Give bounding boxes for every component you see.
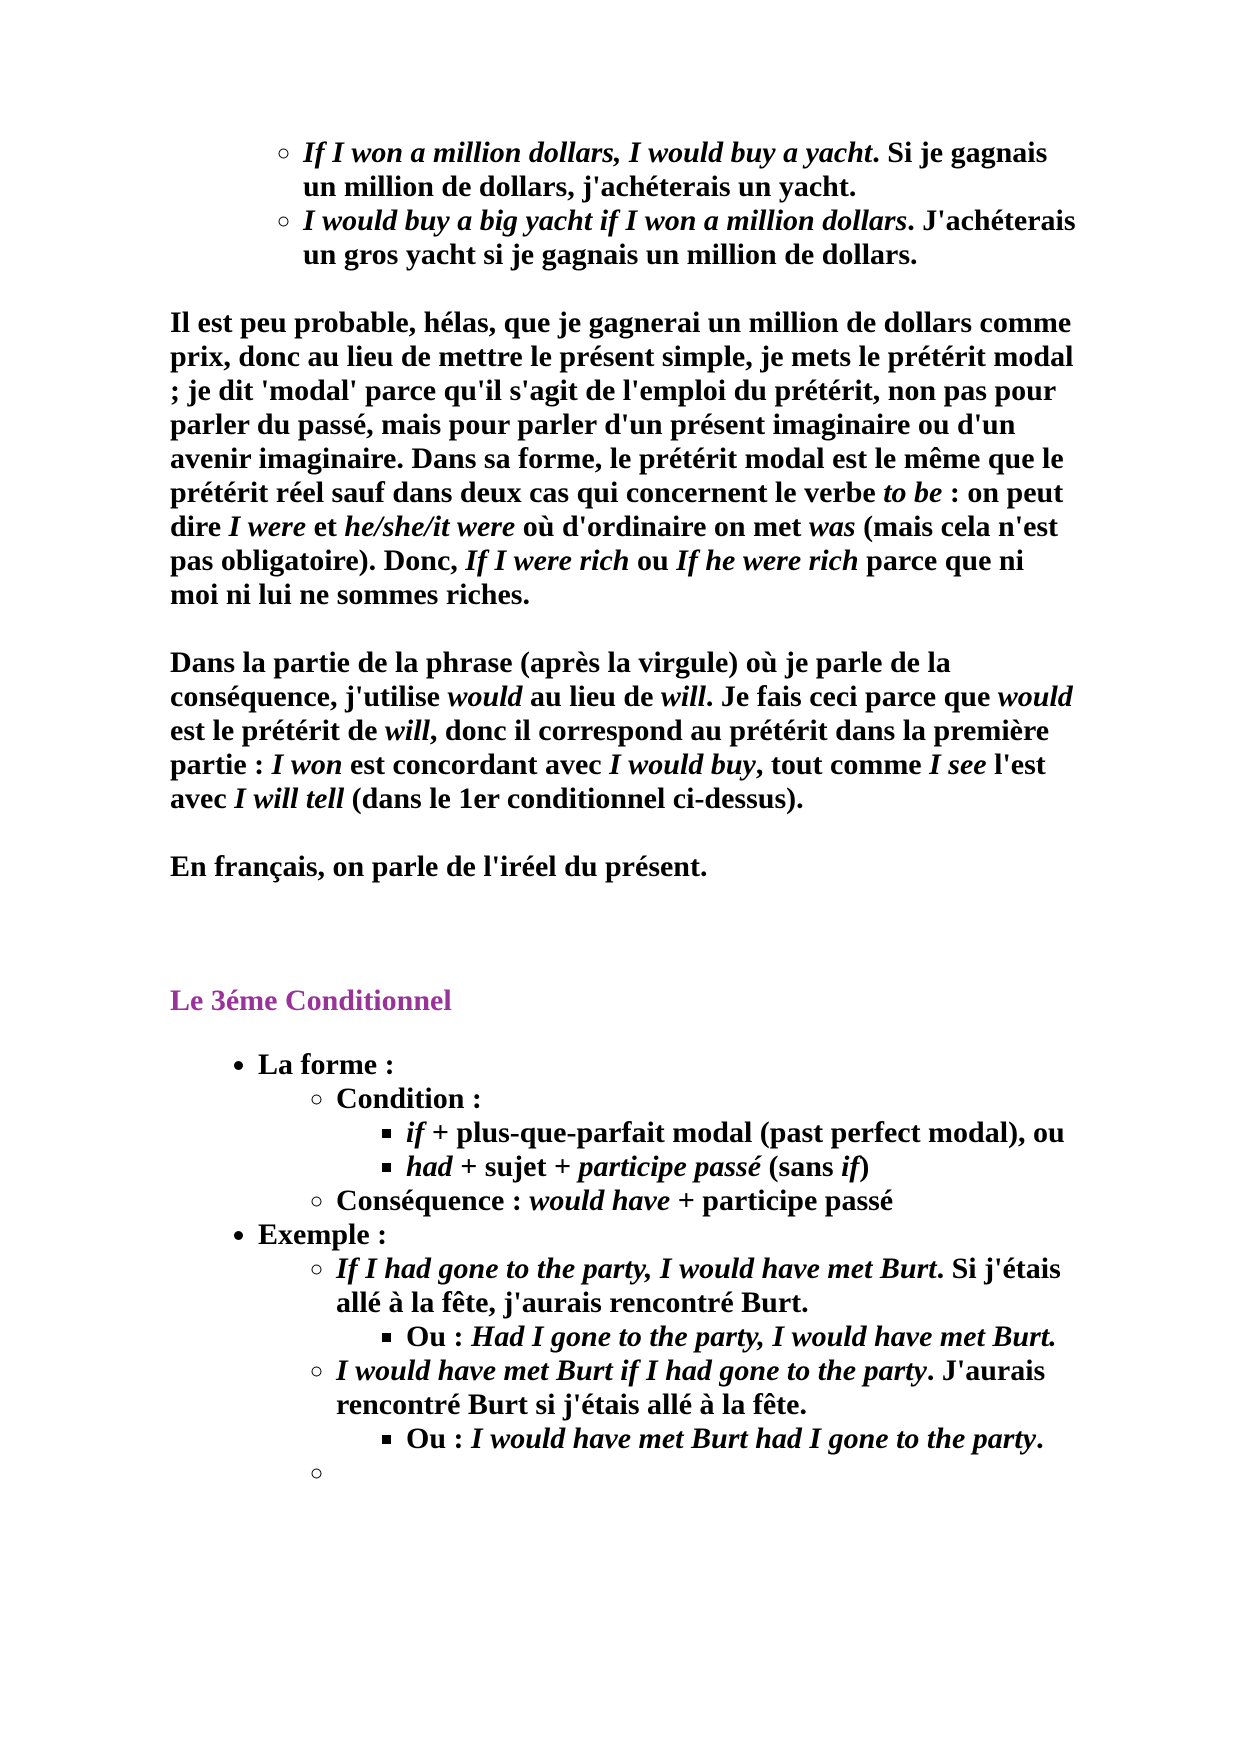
list-item-consequence xyxy=(336,1184,1077,1218)
list-item-condition xyxy=(336,1082,1077,1184)
conditional2-example-list xyxy=(170,136,1077,272)
paragraph-text: Il est peu probable, hélas, que je gagnerai un million de dollars comme prix, donc au lieu de mettre le présent simple, je mets le prétérit modal ; je dit 'modal' parce qu'il s'agit de l'emploi du prétérit, non pas pour parler du passé, mais pour parler d'un présent imaginaire ou d'un avenir imaginaire. Dans sa forme, le prétérit modal est le même que le prétérit réel sauf dans deux cas qui concernent le verbe to be : on peut dire I were et he/she/it were où d'ordinaire on met was (mais cela n'est pas obligatoire). Donc, If I were rich ou If he were rich parce que ni moi ni lui ne sommes riches. xyxy=(170,306,1074,611)
example-sentence: If I had gone to the party, I would have met Burt. Si j'étais allé à la fête, j'aurais rencontré Burt. xyxy=(336,1252,1061,1319)
paragraph-would-will xyxy=(170,646,1077,816)
list-label: La forme : xyxy=(258,1048,395,1081)
example-sentence: I would have met Burt if I had gone to the party. J'aurais rencontré Burt si j'étais allé à la fête. xyxy=(336,1354,1046,1421)
example-sentence: I would buy a big yacht if I won a million dollars. J'achéterais un gros yacht si je gagnais un million de dollars. xyxy=(303,204,1076,271)
list-item xyxy=(406,1422,1077,1456)
alt-sentence: Ou : Had I gone to the party, I would have met Burt. xyxy=(406,1320,1057,1353)
condition-options-list xyxy=(336,1116,1077,1184)
paragraph-text: Dans la partie de la phrase (après la virgule) où je parle de la conséquence, j'utilise would au lieu de will. Je fais ceci parce que would est le prétérit de will, donc il correspond au prétérit dans la première partie : I won est concordant avec I would buy, tout comme I see l'est avec I will tell (dans le 1er conditionnel ci-dessus). xyxy=(170,646,1073,815)
list-item xyxy=(406,1320,1077,1354)
example-sentence: If I won a million dollars, I would buy a yacht. Si je gagnais un million de dollars, j'achéterais un yacht. xyxy=(303,136,1048,203)
list-item xyxy=(303,136,1077,204)
paragraph-ireel xyxy=(170,850,1077,884)
list-label: Condition : xyxy=(336,1082,482,1115)
list-item xyxy=(336,1354,1077,1456)
list-item xyxy=(303,204,1077,272)
conditional3-list xyxy=(170,1048,1077,1490)
list-item xyxy=(406,1116,1077,1150)
list-label: Exemple : xyxy=(258,1218,388,1251)
list-item-empty xyxy=(336,1456,1077,1490)
list-item-la-forme xyxy=(258,1048,1077,1218)
alt-sentence: Ou : I would have met Burt had I gone to the party. xyxy=(406,1422,1044,1455)
exemple-sublist xyxy=(258,1252,1077,1490)
list-item xyxy=(406,1150,1077,1184)
formula-text: had + sujet + participe passé (sans if) xyxy=(406,1150,870,1183)
section-heading: Le 3éme Conditionnel xyxy=(170,984,452,1017)
la-forme-sublist xyxy=(258,1082,1077,1218)
formula-text: Conséquence : would have + participe passé xyxy=(336,1184,894,1217)
paragraph-text: En français, on parle de l'iréel du présent. xyxy=(170,850,708,883)
paragraph-preterit-modal xyxy=(170,306,1077,612)
list-item xyxy=(336,1252,1077,1354)
formula-text: if + plus-que-parfait modal (past perfect modal), ou xyxy=(406,1116,1065,1149)
list-item-exemple xyxy=(258,1218,1077,1490)
alt-form-list xyxy=(336,1320,1077,1354)
alt-form-list xyxy=(336,1422,1077,1456)
